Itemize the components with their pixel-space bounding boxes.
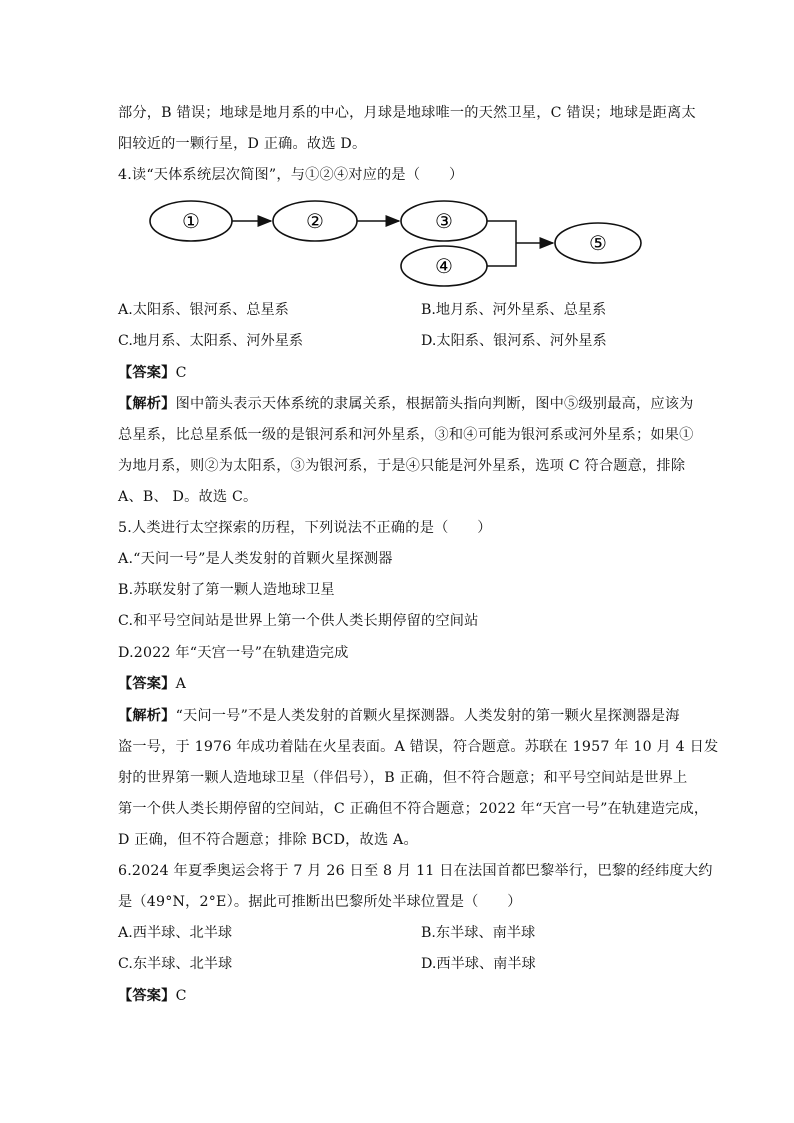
q6-option-d: D.西半球、南半球	[421, 956, 536, 972]
node-3-label: ③	[435, 209, 453, 233]
q5-analysis-2: 盗一号，于 1976 年成功着陆在火星表面。A 错误，符合题意。苏联在 1957 年 10 月 4 日发	[118, 739, 719, 755]
analysis-tag: 【解析】	[118, 708, 176, 724]
q6-answer	[118, 986, 187, 1006]
answer-value: C	[175, 365, 187, 381]
q4-option-b: B.地月系、河外星系、总星系	[421, 302, 607, 318]
celestial-system-diagram	[140, 196, 650, 292]
q4-option-c: C.地月系、太阳系、河外星系	[118, 333, 304, 349]
q4-answer	[118, 363, 187, 383]
q5-option-a: A.“天问一号”是人类发射的首颗火星探测器	[118, 551, 393, 567]
q6-option-a: A.西半球、北半球	[118, 925, 233, 941]
q5-option-b: B.苏联发射了第一颗人造地球卫星	[118, 582, 335, 598]
answer-tag: 【答案】	[118, 365, 176, 381]
connector-3-4	[487, 221, 516, 266]
node-2-label: ②	[306, 209, 324, 233]
node-5-label: ⑤	[589, 231, 607, 255]
q6-option-b: B.东半球、南半球	[421, 925, 536, 941]
q5-option-c: C.和平号空间站是世界上第一个供人类长期停留的空间站	[118, 613, 479, 629]
q5-answer	[118, 674, 186, 694]
analysis-text: “天问一号”不是人类发射的首颗火星探测器。人类发射的第一颗火星探测器是海	[175, 708, 680, 724]
q5-option-d: D.2022 年“天宫一号”在轨建造完成	[118, 645, 349, 661]
q4-stem: 4.读“天体系统层次简图”，与①②④对应的是（ ）	[118, 167, 464, 183]
q6-option-c: C.东半球、北半球	[118, 956, 233, 972]
q5-analysis-3: 射的世界第一颗人造地球卫星（伴侣号），B 正确，但不符合题意；和平号空间站是世界上	[118, 770, 688, 786]
answer-tag: 【答案】	[118, 676, 176, 692]
intro-line-1: 部分，B 错误；地球是地月系的中心，月球是地球唯一的天然卫星，C 错误；地球是距离太	[118, 105, 696, 121]
q4-analysis-4: A、B、 D。故选 C。	[118, 489, 258, 505]
q6-stem-2: 是（49°N，2°E）。据此可推断出巴黎所处半球位置是（ ）	[118, 894, 522, 910]
q5-analysis-5: D 正确，但不符合题意；排除 BCD，故选 A。	[118, 832, 418, 848]
answer-value: A	[175, 676, 187, 692]
q5-stem: 5.人类进行太空探索的历程，下列说法不正确的是（ ）	[118, 520, 492, 536]
q5-analysis-4: 第一个供人类长期停留的空间站，C 正确但不符合题意；2022 年“天宫一号”在轨建造完成，	[118, 801, 709, 817]
q5-analysis-1	[118, 706, 680, 726]
analysis-text: 图中箭头表示天体系统的隶属关系，根据箭头指向判断，图中⑤级别最高，应该为	[175, 396, 694, 412]
node-1-label: ①	[182, 209, 200, 233]
q4-analysis-3: 为地月系，则②为太阳系，③为银河系，于是④只能是河外星系，选项 C 符合题意，排除	[118, 458, 686, 474]
intro-line-2: 阳较近的一颗行星，D 正确。故选 D。	[118, 136, 367, 152]
q4-option-d: D.太阳系、银河系、河外星系	[421, 333, 607, 349]
answer-value: C	[175, 988, 187, 1004]
answer-tag: 【答案】	[118, 988, 176, 1004]
q4-analysis-2: 总星系，比总星系低一级的是银河系和河外星系，③和④可能为银河系或河外星系；如果①	[118, 427, 694, 443]
q6-stem-1: 6.2024 年夏季奥运会将于 7 月 26 日至 8 月 11 日在法国首都巴黎举行，巴黎的经纬度大约	[118, 863, 713, 879]
q4-analysis-1	[118, 394, 694, 414]
node-4-label: ④	[435, 254, 453, 278]
analysis-tag: 【解析】	[118, 396, 176, 412]
q4-option-a: A.太阳系、银河系、总星系	[118, 302, 289, 318]
